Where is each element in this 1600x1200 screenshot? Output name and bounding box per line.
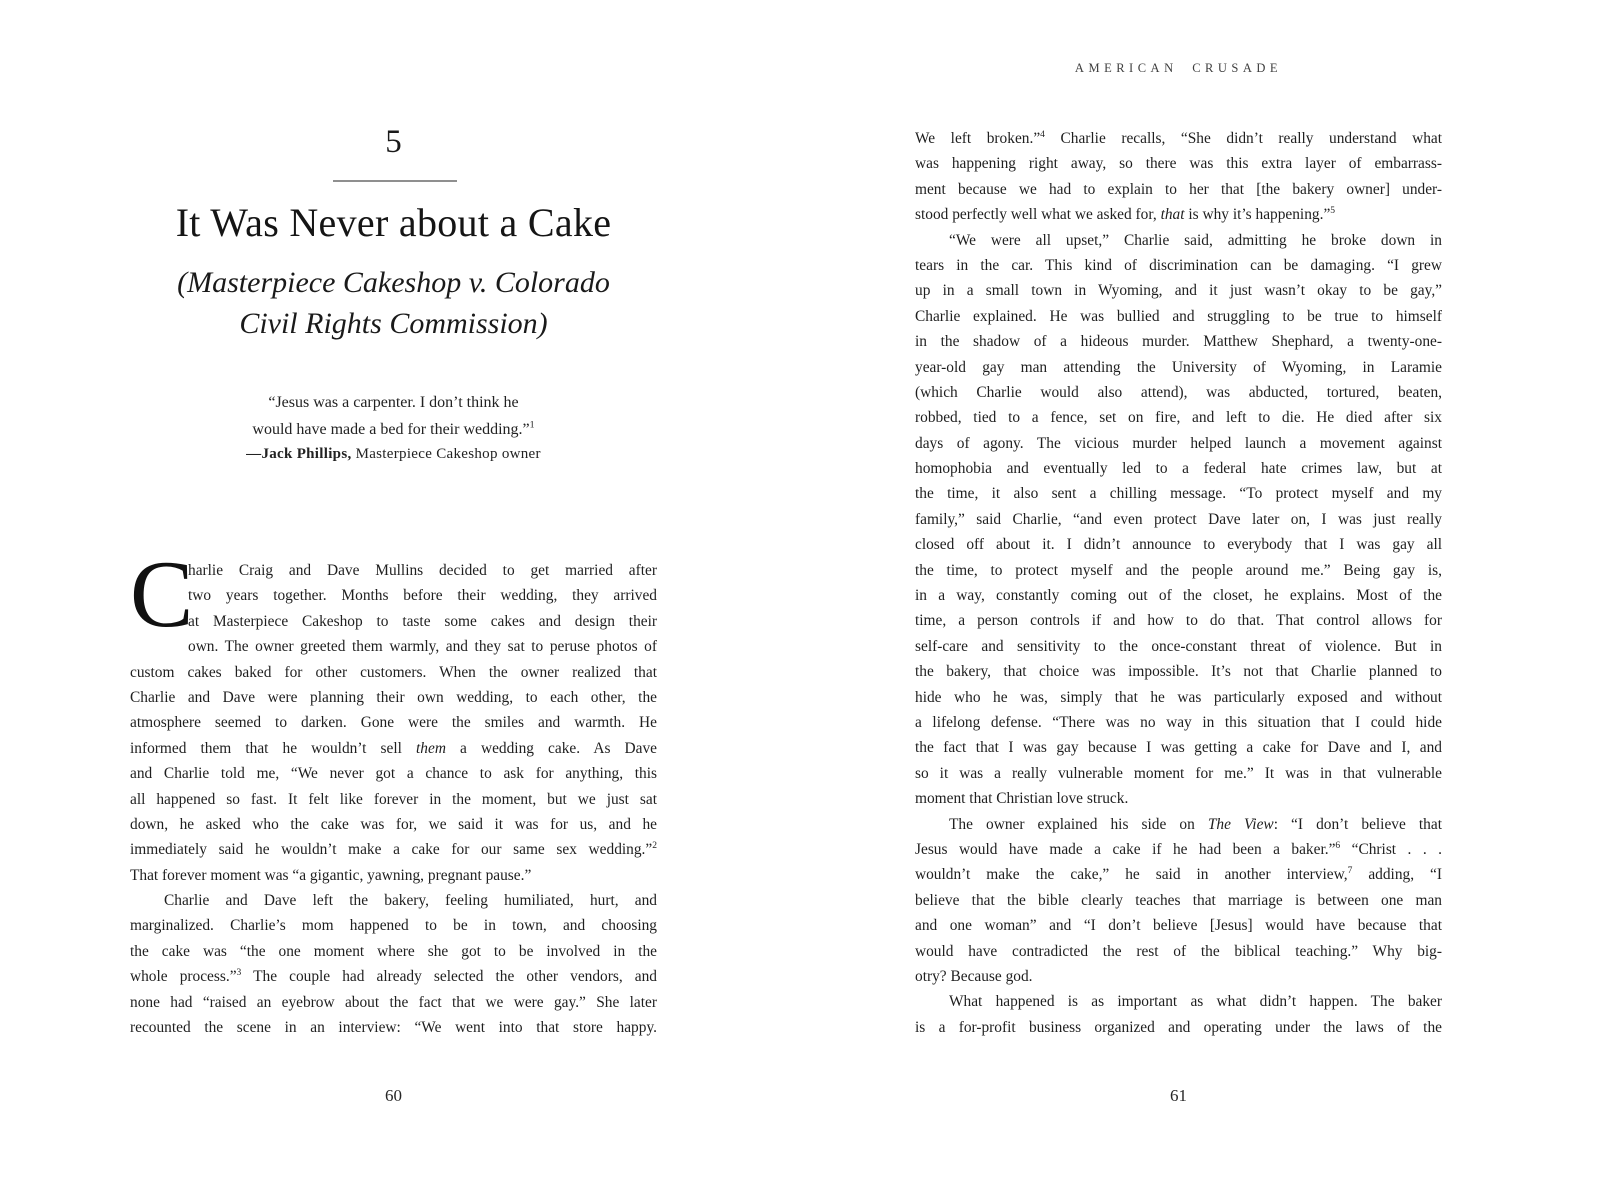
- paragraph: [915, 126, 1442, 228]
- text-line: moment that Christian love struck.: [915, 790, 1129, 808]
- text-line: immediately said he wouldn’t make a cake for our same sex wedding.”$^2$: [130, 840, 657, 859]
- paragraph: [915, 812, 1442, 990]
- text-line: all happened so fast. It felt like forever in the moment, but we just sat: [130, 790, 657, 808]
- paragraph: [130, 888, 657, 1040]
- left-body-text: [130, 541, 657, 1040]
- text-line: ment because we had to explain to her that [the bakery owner] under-: [915, 180, 1442, 198]
- text-line: robbed, tied to a fence, set on fire, and left to die. He died after six: [915, 409, 1442, 427]
- paragraph: [915, 989, 1442, 1040]
- page-number-right: 61: [1170, 1086, 1187, 1105]
- text-line: in a way, constantly coming out of the closet, he explains. Most of the: [915, 587, 1442, 605]
- text-line: Civil Rights Commission): [239, 307, 548, 340]
- text-line: self-care and sensitivity to the once-constant threat of violence. But in: [915, 637, 1442, 655]
- running-head: AMERICAN CRUSADE: [1074, 61, 1283, 75]
- text-line: That forever moment was “a gigantic, yawning, pregnant pause.”: [130, 866, 532, 884]
- text-line: Charlie and Dave left the bakery, feeling humiliated, hurt, and: [164, 892, 657, 910]
- text-line: year-old gay man attending the University of Wyoming, in Laramie: [915, 358, 1442, 376]
- chapter-title: It Was Never about a Cake: [175, 200, 612, 245]
- text-line: stood perfectly well what we asked for, that is why it’s happening.”$^5$: [915, 205, 1336, 224]
- text-line: believe that the bible clearly teaches that marriage is between one man: [915, 891, 1442, 909]
- text-line: custom cakes baked for other customers. When the owner realized that: [130, 663, 657, 681]
- drop-cap: C: [130, 541, 194, 647]
- paragraph: [915, 228, 1442, 812]
- text-line: and Charlie told me, “We never got a chance to ask for anything, this: [130, 765, 657, 783]
- attribution-role: Masterpiece Cakeshop owner: [355, 446, 541, 462]
- text-line: two years together. Months before their wedding, they arrived: [188, 587, 657, 605]
- paragraph: [130, 541, 657, 888]
- text-line: The owner explained his side on The View: “I don’t believe that: [949, 815, 1442, 833]
- text-line: down, he asked who the cake was for, we said it was for us, and he: [130, 815, 657, 833]
- text-line: none had “raised an eyebrow about the fact that we were gay.” She later: [130, 993, 657, 1011]
- text-line: at Masterpiece Cakeshop to taste some cakes and design their: [188, 612, 657, 630]
- text-line: own. The owner greeted them warmly, and they sat to peruse photos of: [188, 638, 657, 656]
- text-line: a lifelong defense. “There was no way in this situation that I could hide: [915, 713, 1442, 731]
- page-number-left: 60: [385, 1086, 402, 1105]
- right-body-text: [915, 126, 1442, 1040]
- text-line: closed off about it. I didn’t announce to everybody that I was gay all: [915, 536, 1442, 554]
- text-line: up in a small town in Wyoming, and it just wasn’t okay to be gay,”: [915, 282, 1442, 300]
- text-line: would have made a bed for their wedding.”$^1$: [252, 419, 535, 438]
- epigraph-attribution: [130, 446, 657, 463]
- epigraph: [130, 389, 657, 443]
- text-line: (which Charlie would also attend), was abducted, tortured, beaten,: [915, 383, 1442, 401]
- chapter-subtitle: [105, 262, 682, 344]
- text-line: “Jesus was a carpenter. I don’t think he: [268, 394, 519, 411]
- text-line: the time, it also sent a chilling message. “To protect myself and my: [915, 485, 1442, 503]
- text-line: informed them that he wouldn’t sell them a wedding cake. As Dave: [130, 739, 657, 757]
- text-line: the time, to protect myself and the people around me.” Being gay is,: [915, 561, 1442, 579]
- text-line: Charlie and Dave were planning their own wedding, to each other, the: [130, 688, 657, 706]
- text-line: marginalized. Charlie’s mom happened to be in town, and choosing: [130, 917, 657, 935]
- chapter-number: 5: [385, 124, 402, 160]
- text-line: hide who he was, simply that he was particularly exposed and without: [915, 688, 1442, 706]
- text-line: atmosphere seemed to darken. Gone were the smiles and warmth. He: [130, 714, 657, 732]
- text-line: tears in the car. This kind of discrimination can be damaging. “I grew: [915, 256, 1442, 274]
- text-line: (Masterpiece Cakeshop v. Colorado: [177, 266, 610, 299]
- text-line: recounted the scene in an interview: “We went into that store happy.: [130, 1019, 657, 1037]
- chapter-rule: [333, 180, 457, 182]
- text-line: wouldn’t make the cake,” he said in another interview,$^7$ adding, “I: [915, 865, 1442, 884]
- text-line: the bakery, that choice was impossible. It’s not that Charlie planned to: [915, 663, 1442, 681]
- text-line: homophobia and eventually led to a federal hate crimes law, but at: [915, 460, 1442, 478]
- text-line: otry? Because god.: [915, 967, 1033, 985]
- text-line: whole process.”$^3$ The couple had already selected the other vendors, and: [130, 967, 657, 986]
- text-line: is a for-profit business organized and operating under the laws of the: [915, 1018, 1442, 1036]
- text-line: so it was a really vulnerable moment for me.” It was in that vulnerable: [915, 764, 1442, 782]
- text-line: the fact that I was gay because I was getting a cake for Dave and I, and: [915, 739, 1442, 757]
- text-line: would have contradicted the rest of the biblical teaching.” Why big-: [915, 942, 1442, 960]
- text-line: Charlie explained. He was bullied and struggling to be true to himself: [915, 307, 1442, 325]
- text-line: We left broken.”$^4$ Charlie recalls, “She didn’t really understand what: [915, 128, 1442, 147]
- text-line: days of agony. The vicious murder helped launch a movement against: [915, 434, 1442, 452]
- text-line: harlie Craig and Dave Mullins decided to get married after: [188, 562, 657, 579]
- text-line: in the shadow of a hideous murder. Matthew Shephard, a twenty-one-: [915, 333, 1442, 351]
- text-line: was happening right away, so there was this extra layer of embarrass-: [915, 155, 1442, 173]
- text-line: family,” said Charlie, “and even protect Dave later on, I was just really: [915, 510, 1442, 528]
- text-line: and one woman” and “I don’t believe [Jesus] would have because that: [915, 917, 1442, 935]
- text-line: What happened is as important as what didn’t happen. The baker: [949, 993, 1442, 1011]
- text-line: time, a person controls if and how to do that. That control allows for: [915, 612, 1442, 630]
- text-line: “We were all upset,” Charlie said, admitting he broke down in: [949, 231, 1442, 249]
- text-line: the cake was “the one moment where she got to be involved in the: [130, 942, 657, 960]
- text-line: Jesus would have made a cake if he had been a baker.”$^6$ “Christ . . .: [915, 839, 1442, 858]
- attribution-name: —Jack Phillips,: [246, 446, 352, 462]
